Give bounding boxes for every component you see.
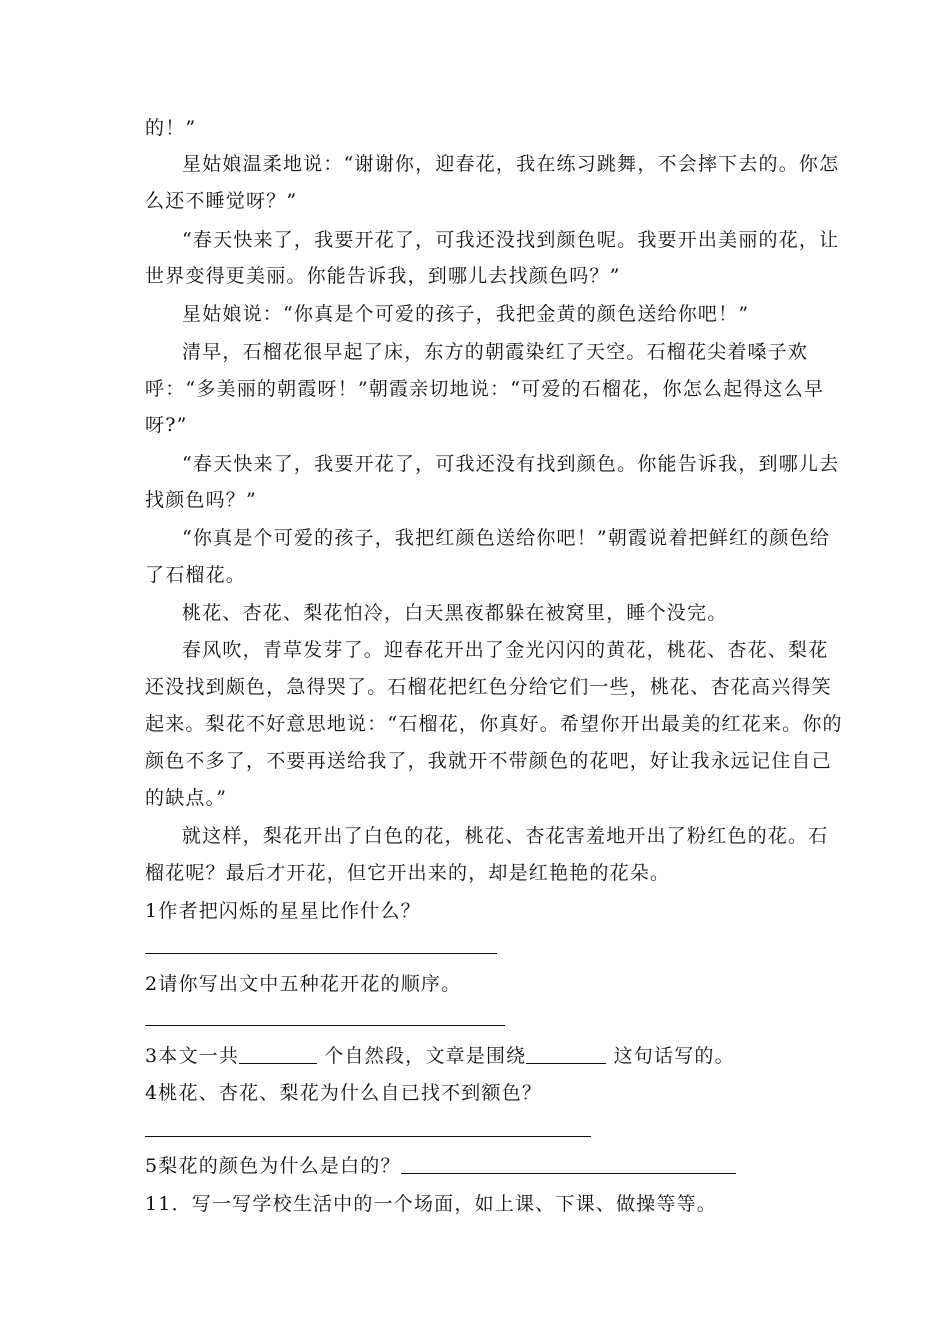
story-line: 找颜色吗？”: [145, 489, 257, 511]
story-line: 了石榴花。: [145, 564, 247, 586]
answer-blank-5[interactable]: [401, 1155, 736, 1174]
story-line: 就这样，梨花开出了白色的花，桃花、杏花害羞地开出了粉红色的花。石: [182, 825, 829, 847]
question-11: 11．写一写学校生活中的一个场面，如上课、下课、做操等等。: [145, 1193, 717, 1215]
answer-line-2[interactable]: [145, 1025, 505, 1026]
story-line: 榴花呢？最后才开花，但它开出来的，却是红艳艳的花朵。: [145, 862, 671, 884]
question-3-part-c: 这句话写的。: [613, 1045, 735, 1067]
answer-blank-key-sentence[interactable]: [526, 1045, 606, 1064]
story-line: 么还不睡觉呀？”: [145, 190, 298, 212]
story-line: 还没找到颇色，急得哭了。石榴花把红色分给它们一些，桃花、杏花高兴得笑: [145, 676, 832, 698]
question-5: [145, 1154, 805, 1178]
story-line: 春风吹，青草发芽了。迎春花开出了金光闪闪的黄花，桃花、杏花、梨花: [182, 639, 829, 661]
question-3: [145, 1044, 805, 1068]
story-line: 桃花、杏花、梨花怕冷，白天黑夜都躲在被窝里，睡个没完。: [182, 602, 728, 624]
question-3-part-b: 个自然段，文章是围绕: [324, 1045, 527, 1067]
story-line: 呀?”: [145, 414, 188, 436]
question-2: 2请你写出文中五种花开花的顺序。: [145, 973, 462, 995]
story-line: “春天快来了，我要开花了，可我还没有找到颜色。你能告诉我，到哪儿去: [182, 453, 840, 475]
story-line: 世界变得更美丽。你能告诉我，到哪儿去找颜色吗？”: [145, 265, 621, 287]
story-line: 的缺点。”: [145, 787, 228, 809]
answer-line-4[interactable]: [145, 1136, 591, 1137]
story-line: “春天快来了，我要开花了，可我还没找到颜色呢。我要开出美丽的花，让: [182, 229, 840, 251]
story-line: 呼：“多美丽的朝霞呀！”朝霞亲切地说：“可爱的石榴花，你怎么起得这么早: [145, 378, 825, 400]
question-3-part-a: 3本文一共: [145, 1045, 240, 1067]
question-4: 4桃花、杏花、梨花为什么自已找不到额色？: [145, 1082, 543, 1104]
story-line: 星姑娘温柔地说：“谢谢你，迎春花，我在练习跳舞，不会摔下去的。你怎: [182, 153, 840, 175]
story-line: 的！”: [145, 117, 197, 139]
question-1: 1作者把闪烁的星星比作什么？: [145, 900, 421, 922]
question-5-text: 5梨花的颜色为什么是白的？: [145, 1155, 401, 1177]
answer-line-1[interactable]: [145, 953, 497, 954]
story-line: 清早，石榴花很早起了床，东方的朝霞染红了天空。石榴花尖着嗓子欢: [182, 341, 809, 363]
story-line: 颜色不多了，不要再送给我了，我就开不带颜色的花吧，好让我永远记住自己: [145, 750, 832, 772]
story-line: 起来。梨花不好意思地说：“石榴花，你真好。希望你开出最美的红花来。你的: [145, 713, 843, 735]
story-line: 星姑娘说：“你真是个可爱的孩子，我把金黄的颜色送给你吧！”: [182, 303, 750, 325]
story-line: “你真是个可爱的孩子，我把红颜色送给你吧！”朝霞说着把鲜红的颜色给: [182, 527, 831, 549]
answer-blank-paragraph-count[interactable]: [239, 1045, 317, 1064]
